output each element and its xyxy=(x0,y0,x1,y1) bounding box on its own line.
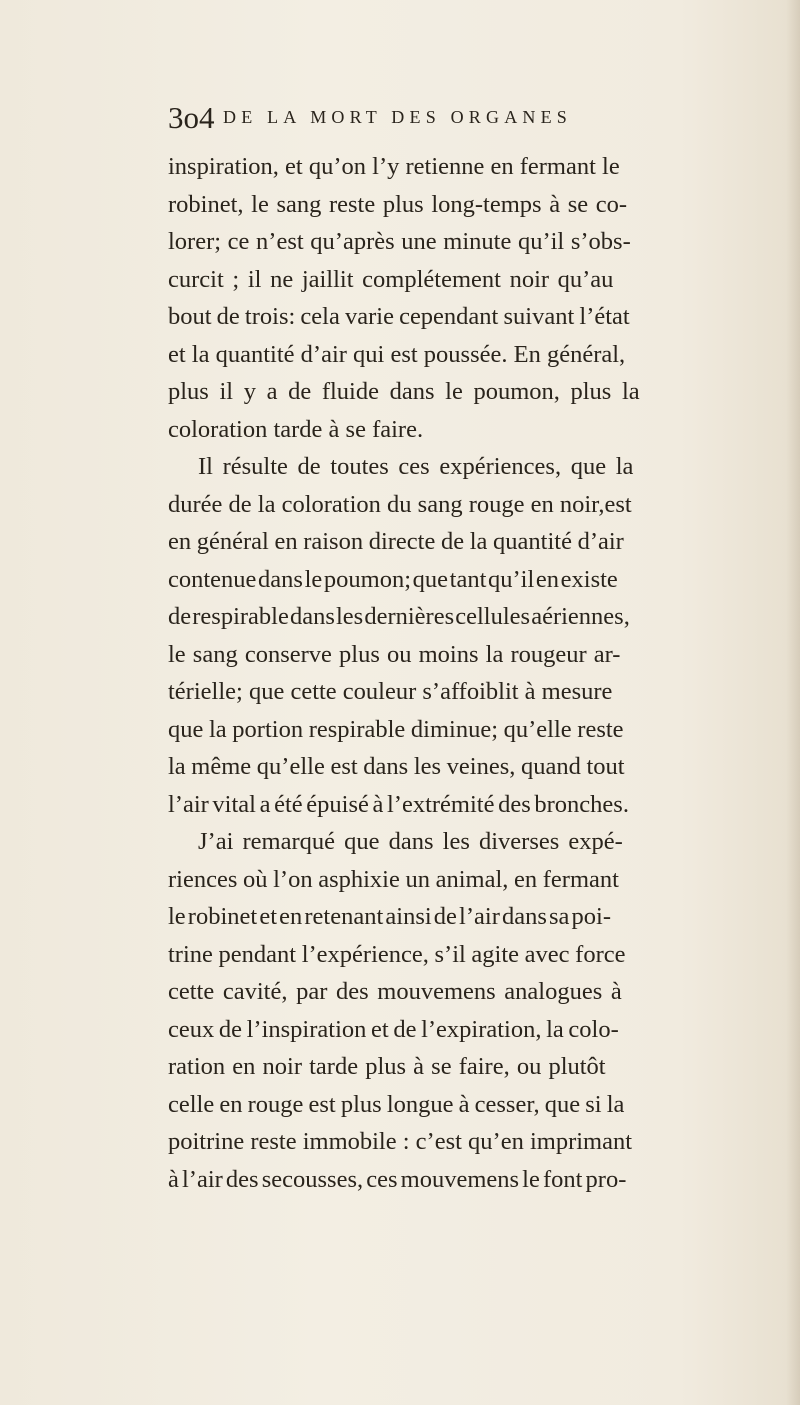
text-line: durée de la coloration du sang rouge en noir,est xyxy=(168,490,632,518)
text-line: et la quantité d’air qui est poussée. En général, xyxy=(168,340,626,368)
text-line: J’ai remarqué que dans les diverses expé- xyxy=(198,828,623,855)
text-line: le sang conserve plus ou moins la rougeur ar- xyxy=(168,640,621,668)
text-line: le robinet et en retenant ainsi de l’air dans sa poi- xyxy=(168,903,612,930)
text-line: ration en noir tarde plus à se faire, ou plutôt xyxy=(168,1053,606,1080)
text-line: que la portion respirable diminue; qu’elle reste xyxy=(168,715,624,743)
text-line: cette cavité, par des mouvemens analogues à xyxy=(168,978,622,1005)
text-line: celle en rouge est plus longue à cesser, que si la xyxy=(168,1090,625,1118)
text-line: la même qu’elle est dans les veines, quand tout xyxy=(168,753,625,780)
text-line: en général en raison directe de la quantité d’air xyxy=(168,528,624,555)
text-line: à l’air des secousses, ces mouvemens le font pro- xyxy=(168,1165,627,1193)
text-line: de respirable dans les dernières cellules aériennes, xyxy=(168,603,630,630)
page-edge-shadow xyxy=(786,0,800,1405)
text-line: térielle; que cette couleur s’affoiblit à mesure xyxy=(168,678,613,705)
text-line: ceux de l’inspiration et de l’expiration, la colo- xyxy=(168,1015,619,1043)
text-line: coloration tarde à se faire. xyxy=(168,415,424,443)
text-line: l’air vital a été épuisé à l’extrémité des bronches. xyxy=(168,790,629,818)
text-line: poitrine reste immobile : c’est qu’en imprimant xyxy=(168,1128,633,1155)
text-line: Il résulte de toutes ces expériences, que la xyxy=(198,453,634,480)
text-line: contenue dans le poumon; que tant qu’il en existe xyxy=(168,565,618,593)
text-line: plus il y a de fluide dans le poumon, plus la xyxy=(168,378,640,405)
text-line: lorer; ce n’est qu’après une minute qu’il s’obs- xyxy=(168,228,631,255)
page-header xyxy=(168,98,728,138)
running-head: DE LA MORT DES ORGANES xyxy=(223,107,573,127)
body-text xyxy=(168,148,768,1198)
page-number: 3o4 xyxy=(168,100,215,135)
text-line: robinet, le sang reste plus long-temps à se co- xyxy=(168,190,628,218)
text-line: trine pendant l’expérience, s’il agite avec force xyxy=(168,940,626,968)
text-line: inspiration, et qu’on l’y retienne en fermant le xyxy=(168,153,620,180)
text-line: riences où l’on asphixie un animal, en fermant xyxy=(168,865,619,893)
text-line: bout de trois: cela varie cependant suivant l’état xyxy=(168,303,630,330)
text-line: curcit ; il ne jaillit complétement noir qu’au xyxy=(168,265,614,293)
